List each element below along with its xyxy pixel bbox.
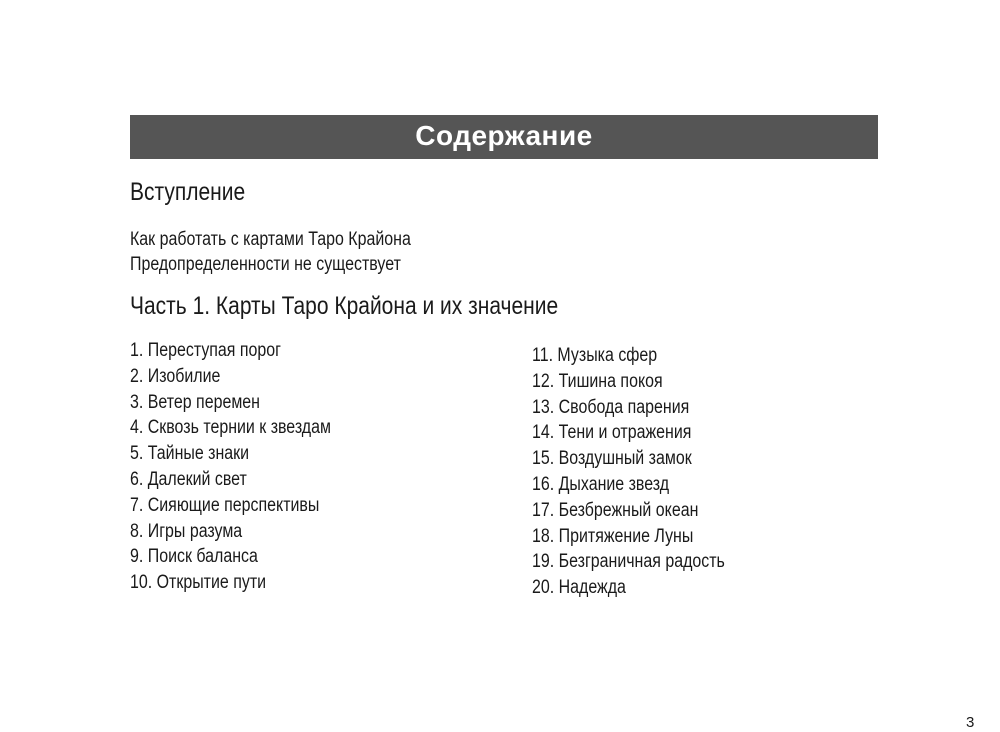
toc-list-item [130,519,369,545]
section-heading-text: Часть 1. Карты Таро Крайона и их значение [130,292,559,320]
contents-header-bar [130,115,878,159]
toc-list-item [130,570,369,596]
toc-list-item [130,544,369,570]
section-heading-intro [130,178,267,207]
toc-list-item [532,549,762,575]
toc-list-item [532,524,762,550]
toc-entry-text: Предопределенности не существует [130,254,401,275]
toc-list-item-text: 15. Воздушный замок [532,448,692,470]
toc-list-item-text: 9. Поиск баланса [130,546,258,568]
toc-list-item-text: 10. Открытие пути [130,572,267,594]
toc-list-item [130,390,369,416]
toc-list-item-text: 11. Музыка сфер [532,345,658,366]
section-heading-text: Вступление [130,178,246,206]
toc-list-item-text: 18. Притяжение Луны [532,525,694,547]
toc-list-item [532,472,762,498]
toc-list-item-text: 17. Безбрежный океан [532,499,699,521]
toc-list-item-text: 2. Изобилие [130,365,221,387]
toc-list-item [532,369,762,395]
toc-list-item-text: 3. Ветер перемен [130,391,260,413]
toc-list-item-text: 6. Далекий свет [130,468,247,490]
toc-list-item-text: 8. Игры разума [130,520,243,542]
toc-list-item-text: 7. Сияющие перспективы [130,494,320,516]
toc-list-item [130,364,369,390]
toc-list-item [130,441,369,467]
toc-list-item [130,467,369,493]
page-number: 3 [966,714,975,731]
toc-list-item [532,575,762,601]
toc-list-item [532,420,762,446]
section-heading-part1 [130,292,640,321]
page-title: Содержание [415,120,593,151]
toc-list-item-text: 1. Переступая порог [130,340,281,361]
toc-list-item-text: 12. Тишина покоя [532,370,663,392]
toc-list-item-text: 19. Безграничная радость [532,551,725,573]
toc-list-item-text: 16. Дыхание звезд [532,473,670,495]
toc-entry-text: Как работать с картами Таро Крайона [130,229,411,250]
toc-list-item-text: 13. Свобода парения [532,396,690,418]
toc-entry [130,229,464,251]
toc-list-item-text: 14. Тени и отражения [532,422,692,444]
toc-list-item-text: 20. Надежда [532,577,626,599]
toc-list-left [130,338,369,596]
toc-list-item [532,498,762,524]
toc-list-item [130,338,369,364]
toc-list-item-text: 4. Сквозь тернии к звездам [130,417,331,439]
toc-list-item [130,415,369,441]
toc-list-item [130,493,369,519]
toc-list-item [532,395,762,421]
toc-list-item-text: 5. Тайные знаки [130,443,250,465]
toc-entry [130,254,452,276]
toc-list-item [532,343,762,369]
toc-list-right [532,343,762,601]
toc-list-item [532,446,762,472]
